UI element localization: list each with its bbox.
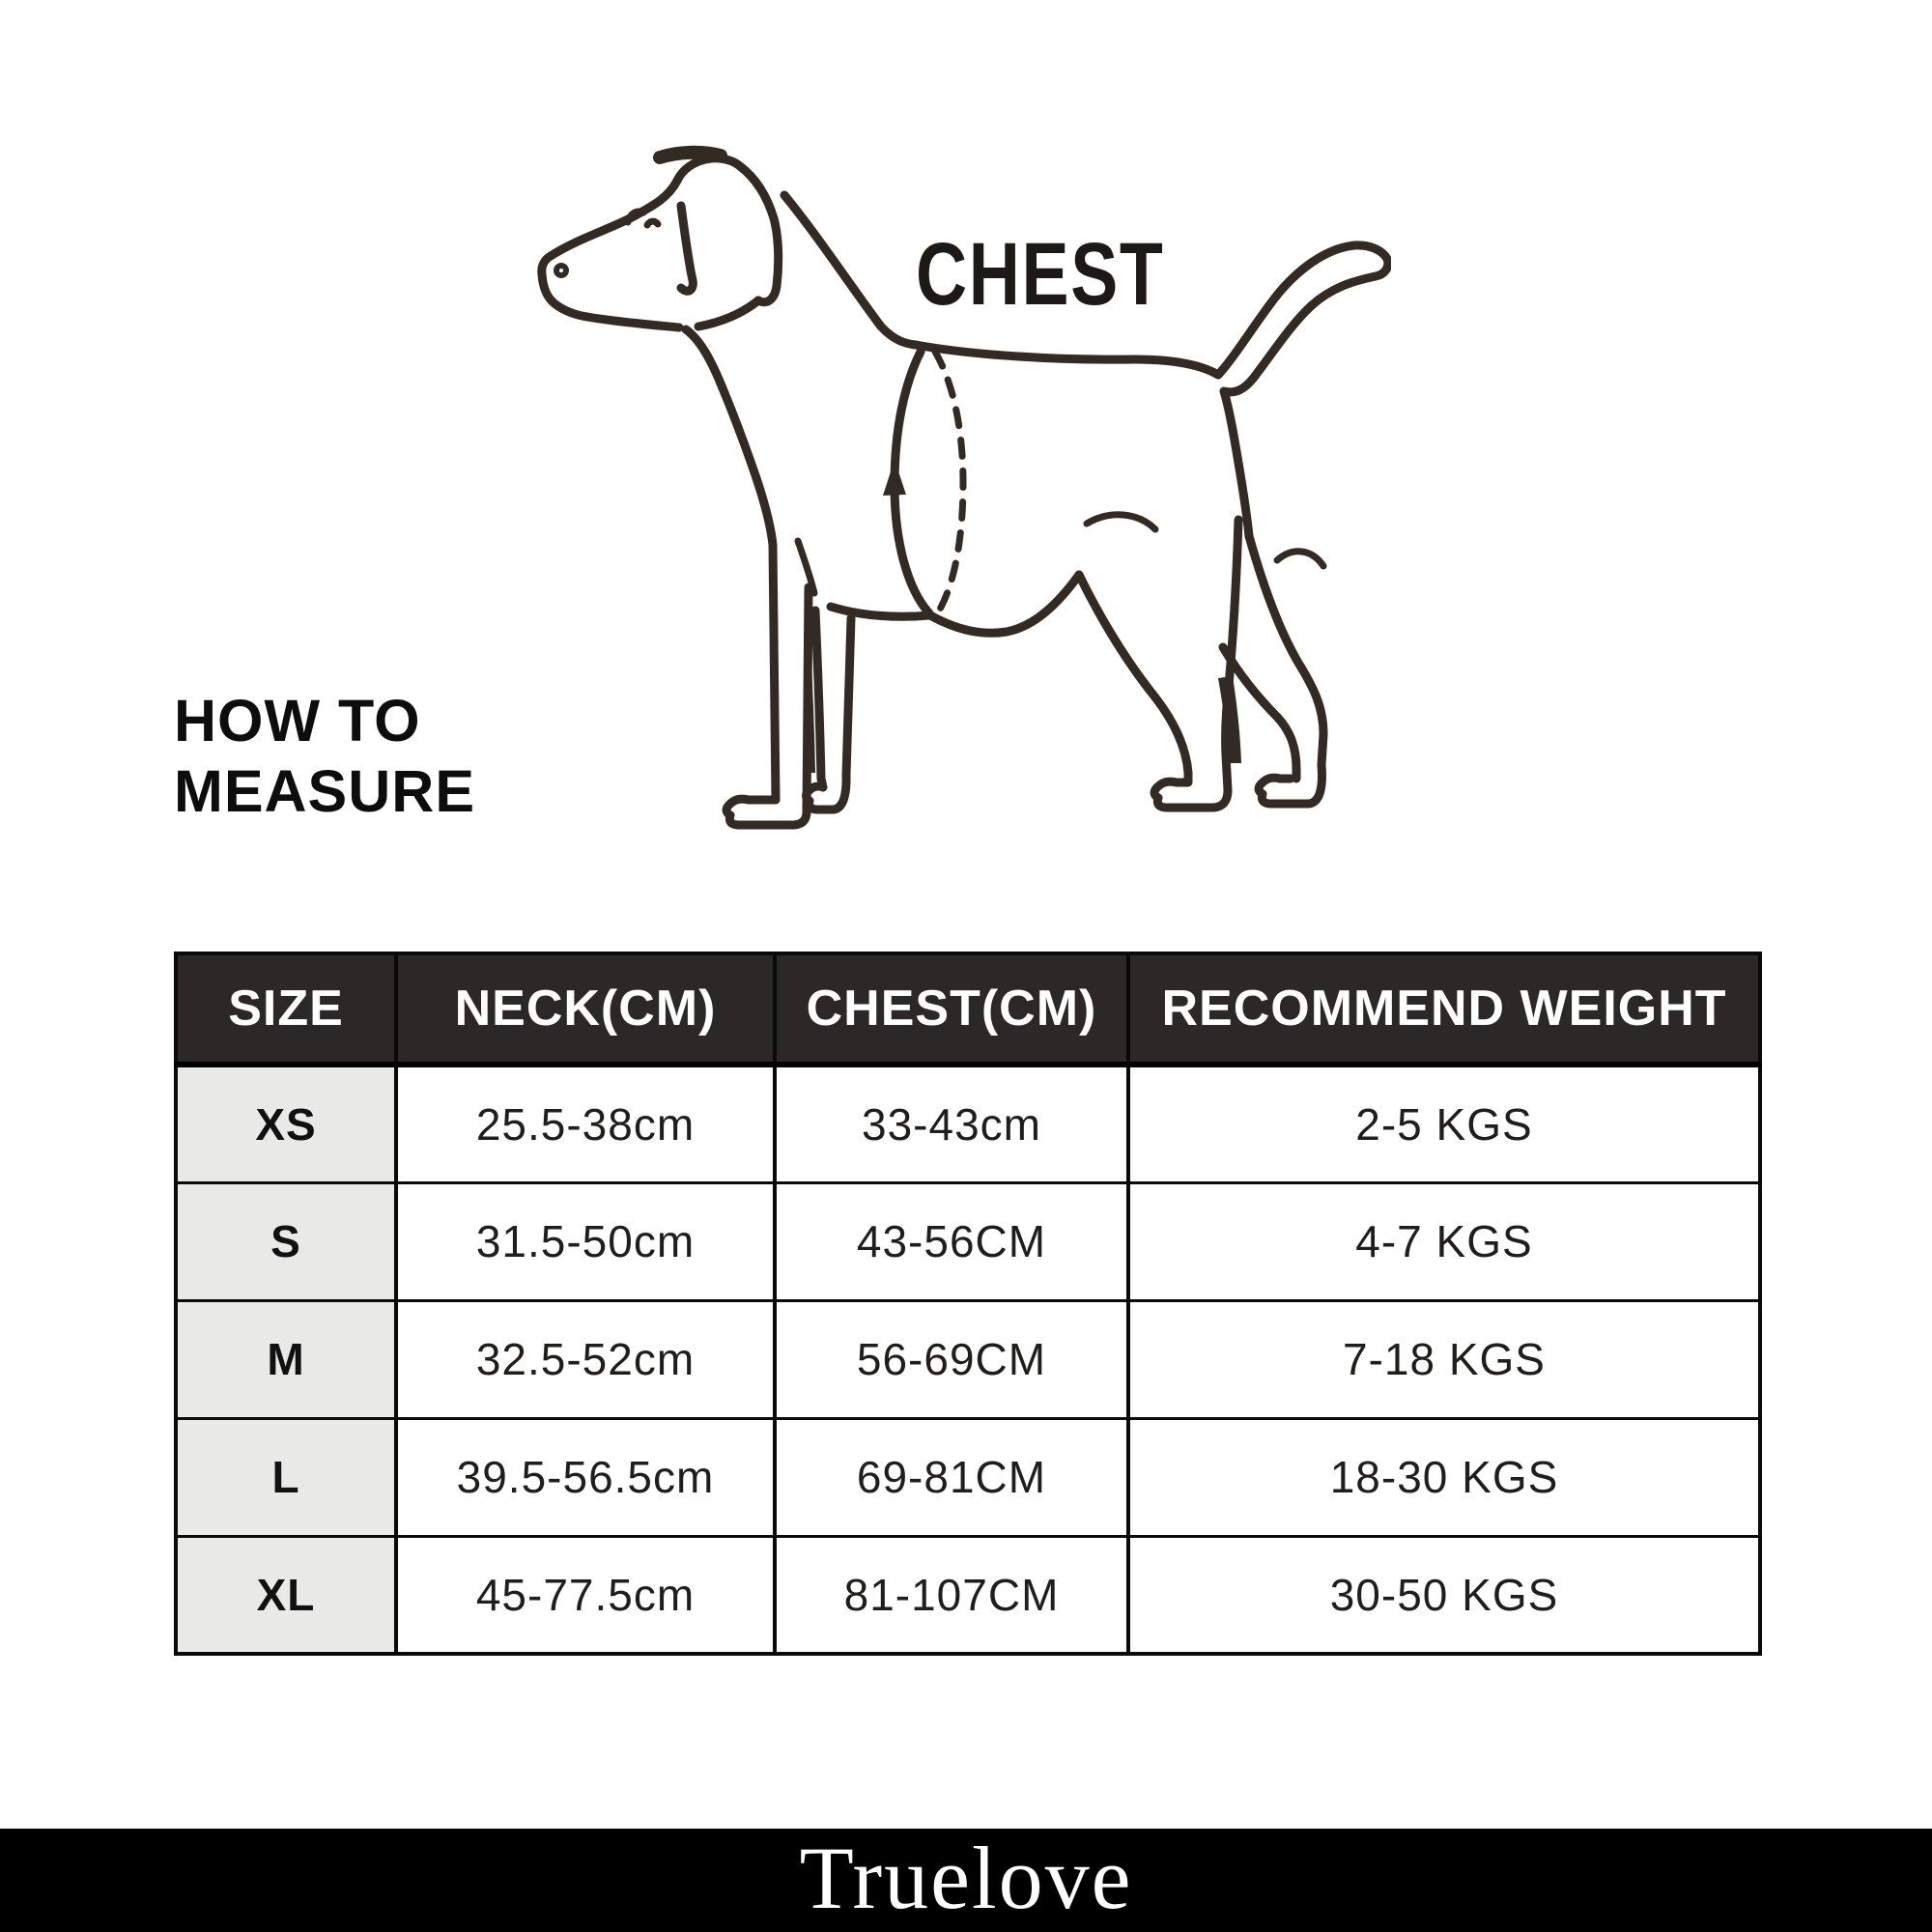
chest-measure-label: CHEST: [916, 225, 1165, 324]
header-chest: CHEST(CM): [775, 953, 1128, 1065]
weight-value: 4-7 KGS: [1128, 1182, 1760, 1300]
chest-value: 69-81CM: [775, 1418, 1128, 1536]
chest-value: 43-56CM: [775, 1182, 1128, 1300]
dog-ear-inner: [681, 206, 693, 291]
table-row-m: [176, 1300, 1760, 1418]
neck-value: 25.5-38cm: [396, 1065, 775, 1182]
chest-girth-arrowhead: [883, 460, 906, 496]
dog-topline: [916, 345, 1218, 375]
dog-neck-back: [784, 195, 916, 345]
chest-value: 33-43cm: [775, 1065, 1128, 1182]
brand-logo: Truelove: [799, 1828, 1133, 1927]
dog-eye-mark: [647, 221, 658, 225]
dog-brisket: [831, 607, 929, 616]
dog-hip-curve: [1277, 552, 1323, 566]
page-title: [174, 686, 475, 827]
header-neck: NECK(CM): [396, 953, 775, 1065]
size-value: XL: [176, 1536, 396, 1654]
weight-value: 2-5 KGS: [1128, 1065, 1760, 1182]
neck-value: 45-77.5cm: [396, 1536, 775, 1654]
page-title-line1: HOW TO: [174, 688, 421, 753]
dog-stifle-curve: [1087, 515, 1155, 529]
dog-chest-front: [686, 329, 776, 800]
table-row-s: [176, 1182, 1760, 1300]
chest-value: 81-107CM: [775, 1536, 1128, 1654]
dog-front-paw-near: [726, 799, 807, 825]
neck-value: 31.5-50cm: [396, 1182, 775, 1300]
neck-value: 32.5-52cm: [396, 1300, 775, 1418]
dog-head-outline: [551, 158, 779, 302]
dog-front-leg-far-front: [815, 611, 821, 779]
dog-hind-paw-far: [1259, 765, 1321, 804]
page-title-line2: MEASURE: [174, 758, 476, 824]
table-header-row: [176, 953, 1760, 1065]
size-chart-table: [174, 952, 1762, 1656]
size-value: L: [176, 1418, 396, 1536]
dog-cheek: [698, 300, 758, 327]
size-value: XS: [176, 1065, 396, 1182]
header-weight: RECOMMEND WEIGHT: [1128, 953, 1760, 1065]
dog-belly: [930, 575, 1079, 633]
dog-crown-stroke: [660, 153, 721, 157]
dog-tail: [1218, 245, 1388, 536]
dog-nostril: [556, 266, 566, 275]
weight-value: 30-50 KGS: [1128, 1536, 1760, 1654]
size-value: S: [176, 1182, 396, 1300]
chest-value: 56-69CM: [775, 1300, 1128, 1418]
table-row-xs: [176, 1065, 1760, 1182]
table-row-l: [176, 1418, 1760, 1536]
dog-hind-leg-near-front: [1079, 575, 1188, 773]
chest-girth-dashed: [935, 352, 963, 612]
table-row-xl: [176, 1536, 1760, 1654]
header-size: SIZE: [176, 953, 396, 1065]
dog-front-paw-far: [807, 775, 847, 810]
weight-value: 18-30 KGS: [1128, 1418, 1760, 1536]
neck-value: 39.5-56.5cm: [396, 1418, 775, 1536]
brand-footer: [0, 1829, 1932, 1932]
weight-value: 7-18 KGS: [1128, 1300, 1760, 1418]
dog-front-leg-far-back: [846, 618, 851, 775]
size-value: M: [176, 1300, 396, 1418]
